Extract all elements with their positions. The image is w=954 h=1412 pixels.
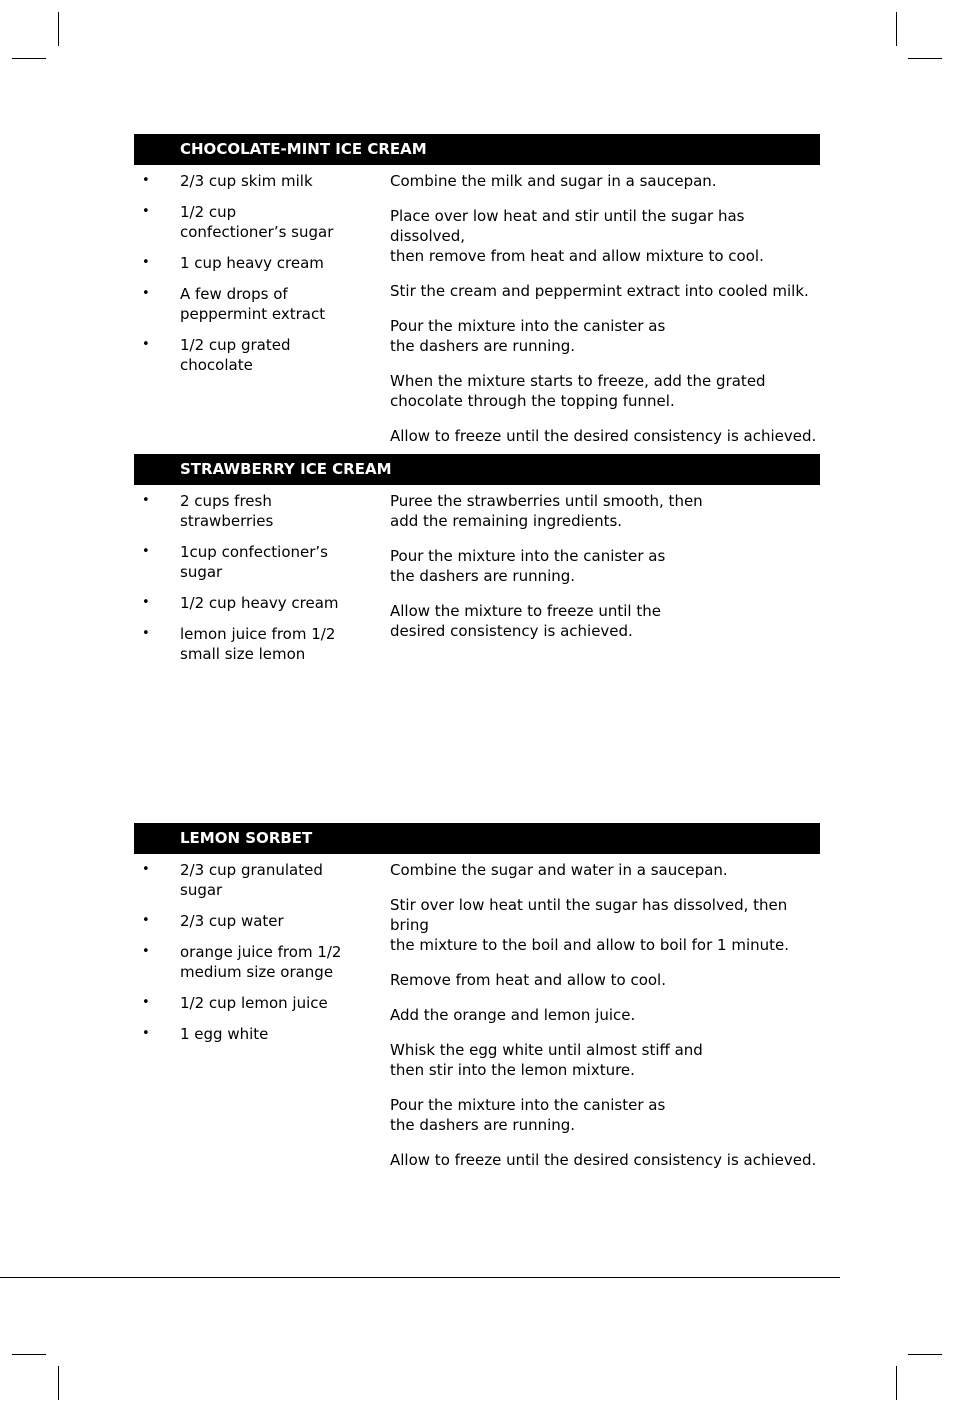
recipe-title: CHOCOLATE-MINT ICE CREAM	[134, 134, 820, 165]
step-item: Puree the strawberries until smooth, then add the remaining ingredients.	[390, 492, 703, 530]
ingredient-text: 1/2 cup heavy cream	[180, 594, 339, 612]
step-list	[390, 491, 820, 656]
bullet-icon: •	[142, 995, 150, 1010]
bullet-icon: •	[142, 544, 150, 559]
recipe-lemon-sorbet	[134, 823, 820, 1169]
step-list	[390, 860, 820, 1185]
ingredient-item	[134, 491, 384, 531]
step-item: Remove from heat and allow to cool.	[390, 971, 666, 989]
ingredient-item	[134, 335, 384, 375]
ingredient-item	[134, 1024, 384, 1044]
ingredient-text: 2/3 cup skim milk	[180, 172, 313, 190]
ingredient-text: 1/2 cup lemon juice	[180, 994, 328, 1012]
ingredient-list	[134, 491, 384, 675]
bullet-icon: •	[142, 862, 150, 877]
bullet-icon: •	[142, 595, 150, 610]
step-item: Place over low heat and stir until the sugar has dissolved, then remove from heat and allow mixture to cool.	[390, 207, 764, 265]
ingredient-list	[134, 171, 384, 386]
bullet-icon: •	[142, 626, 150, 641]
ingredient-item	[134, 624, 384, 664]
bullet-icon: •	[142, 493, 150, 508]
ingredient-text: 1/2 cup grated chocolate	[180, 336, 291, 374]
ingredient-item	[134, 911, 384, 931]
step-item: Combine the milk and sugar in a saucepan.	[390, 172, 717, 190]
step-item: When the mixture starts to freeze, add the grated chocolate through the topping funnel.	[390, 372, 766, 410]
crop-mark	[12, 58, 46, 59]
step-item: Allow to freeze until the desired consistency is achieved.	[390, 427, 817, 445]
ingredient-item	[134, 202, 384, 242]
crop-mark	[896, 1366, 897, 1400]
ingredient-item	[134, 542, 384, 582]
recipe-title: STRAWBERRY ICE CREAM	[134, 454, 820, 485]
crop-mark	[12, 1354, 46, 1355]
ingredient-text: 2/3 cup granulated sugar	[180, 861, 323, 899]
ingredient-item	[134, 253, 384, 273]
crop-mark	[58, 1366, 59, 1400]
step-item: Stir the cream and peppermint extract into cooled milk.	[390, 282, 809, 300]
step-item: Allow to freeze until the desired consistency is achieved.	[390, 1151, 817, 1169]
ingredient-text: 1/2 cup confectioner’s sugar	[180, 203, 334, 241]
ingredient-text: 1 cup heavy cream	[180, 254, 324, 272]
crop-mark	[896, 12, 897, 46]
ingredient-text: 1 egg white	[180, 1025, 269, 1043]
bullet-icon: •	[142, 913, 150, 928]
step-item: Stir over low heat until the sugar has dissolved, then bring the mixture to the boil and allow to boil for 1 minute.	[390, 896, 790, 954]
ingredient-item	[134, 942, 384, 982]
step-item: Whisk the egg white until almost stiff and then stir into the lemon mixture.	[390, 1041, 703, 1079]
step-item: Add the orange and lemon juice.	[390, 1006, 636, 1024]
step-item: Pour the mixture into the canister as the dashers are running.	[390, 1096, 666, 1134]
ingredient-item	[134, 993, 384, 1013]
step-item: Allow the mixture to freeze until the desired consistency is achieved.	[390, 602, 661, 640]
crop-mark	[908, 1354, 942, 1355]
step-list	[390, 171, 820, 461]
ingredient-text: A few drops of peppermint extract	[180, 285, 326, 323]
recipe-title: LEMON SORBET	[134, 823, 820, 854]
ingredient-text: lemon juice from 1/2 small size lemon	[180, 625, 336, 663]
ingredient-text: 1cup confectioner’s sugar	[180, 543, 328, 581]
step-item: Pour the mixture into the canister as the dashers are running.	[390, 317, 666, 355]
ingredient-item	[134, 171, 384, 191]
bullet-icon: •	[142, 173, 150, 188]
ingredient-item	[134, 593, 384, 613]
footer-rule	[0, 1277, 840, 1278]
ingredient-text: orange juice from 1/2 medium size orange	[180, 943, 342, 981]
ingredient-item	[134, 284, 384, 324]
crop-mark	[58, 12, 59, 46]
crop-mark	[908, 58, 942, 59]
bullet-icon: •	[142, 337, 150, 352]
ingredient-text: 2/3 cup water	[180, 912, 284, 930]
ingredient-list	[134, 860, 384, 1055]
bullet-icon: •	[142, 255, 150, 270]
bullet-icon: •	[142, 204, 150, 219]
bullet-icon: •	[142, 286, 150, 301]
recipe-chocolate-mint	[134, 134, 820, 445]
step-item: Pour the mixture into the canister as the dashers are running.	[390, 547, 666, 585]
recipe-strawberry	[134, 454, 820, 674]
bullet-icon: •	[142, 944, 150, 959]
ingredient-item	[134, 860, 384, 900]
bullet-icon: •	[142, 1026, 150, 1041]
step-item: Combine the sugar and water in a saucepan.	[390, 861, 728, 879]
ingredient-text: 2 cups fresh strawberries	[180, 492, 274, 530]
